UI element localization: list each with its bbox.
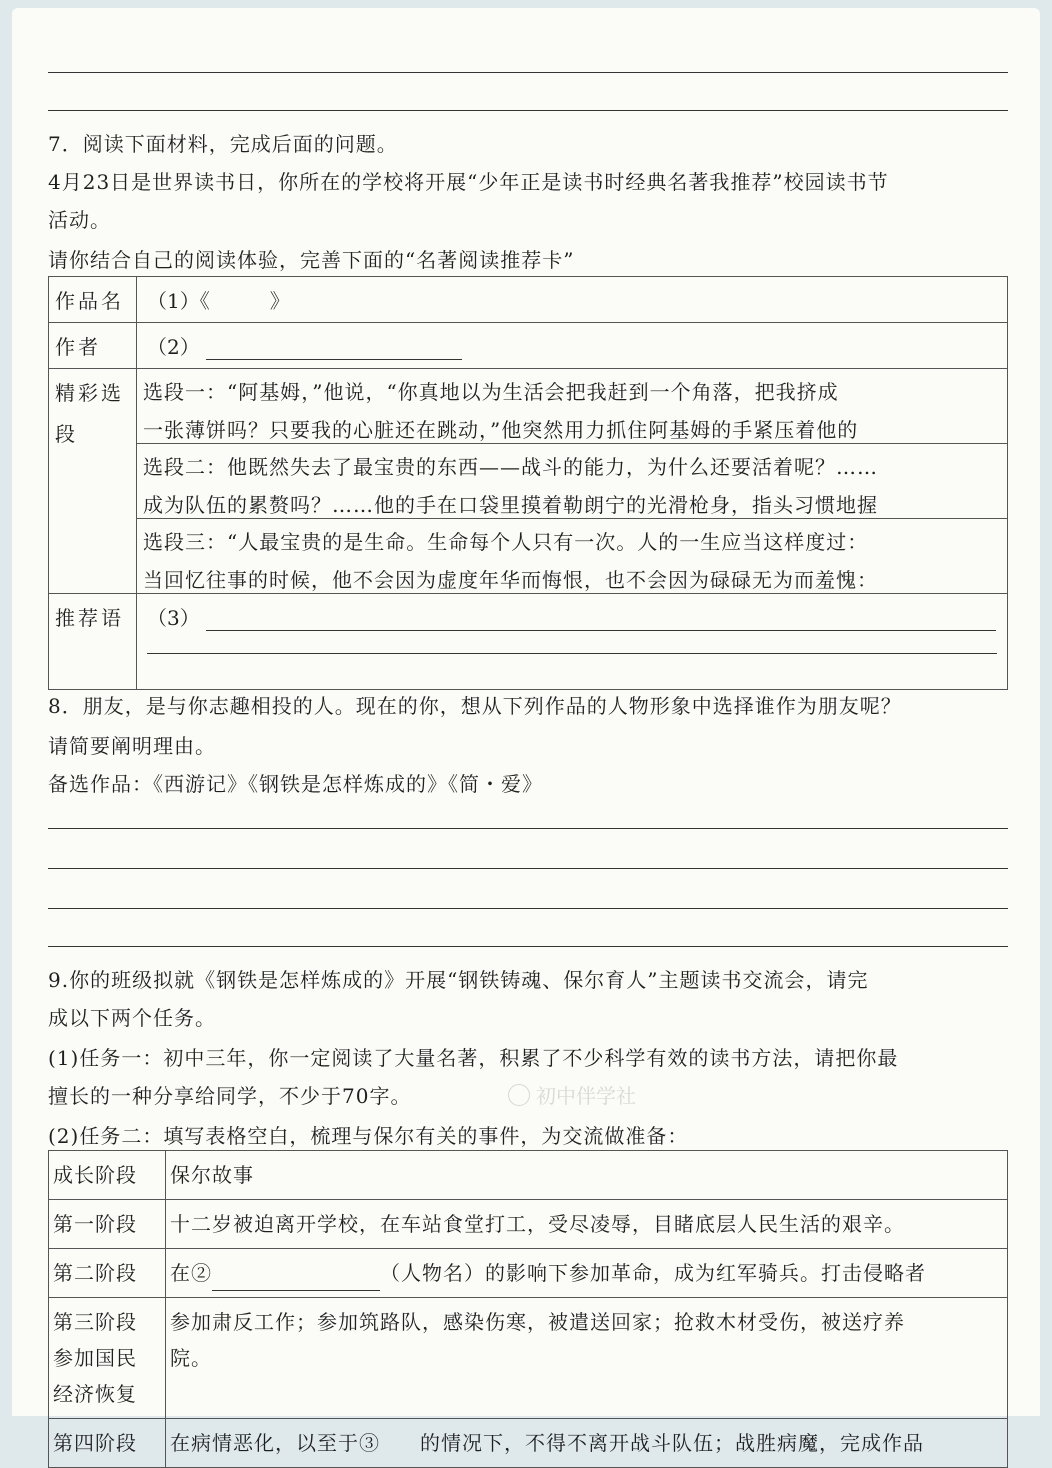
watermark-logo-icon: [508, 1084, 530, 1106]
card-label-author: 作者: [49, 323, 137, 369]
q9-task1-line2: 擅长的一种分享给同学，不少于70字。: [48, 1084, 412, 1108]
stage-3-line1: 第三阶段: [53, 1310, 137, 1334]
excerpt-3-line1: 选段三：“人最宝贵的是生命。生命每个人只有一次。人的一生应当这样度过：: [143, 530, 869, 554]
q7-title: 7．阅读下面材料，完成后面的问题。: [48, 132, 398, 156]
card-recommendation-prefix: （3）: [147, 606, 200, 630]
story-2: [166, 1249, 1008, 1298]
answer-line[interactable]: [48, 908, 1008, 909]
card-excerpts: [137, 369, 1008, 594]
q9-task2: (2)任务二：填写表格空白，梳理与保尔有关的事件，为交流做准备：: [48, 1124, 689, 1148]
q9-task1-line1: (1)任务一：初中三年，你一定阅读了大量名著，积累了不少科学有效的读书方法，请把你最: [48, 1046, 899, 1070]
header-story: 保尔故事: [166, 1151, 1008, 1200]
story-4-prefix: 在病情恶化，以至于③: [170, 1431, 380, 1455]
excerpt-1-line1: 选段一：“阿基姆，”他说，“你真地以为生活会把我赶到一个角落，把我挤成: [143, 380, 839, 404]
recommendation-blank-2[interactable]: [147, 653, 997, 654]
card-label-excerpts-b: 段: [55, 422, 78, 446]
recommendation-card-table: [48, 276, 1008, 690]
stage-3-line3: 经济恢复: [53, 1382, 137, 1406]
blank-2[interactable]: [212, 1268, 380, 1291]
card-label-excerpts-a: 精彩选: [55, 381, 124, 405]
q9-line2: 成以下两个任务。: [48, 1006, 216, 1030]
stage-4: 第四阶段: [49, 1419, 166, 1468]
story-1: 十二岁被迫离开学校，在车站食堂打工，受尽凌辱，目睹底层人民生活的艰辛。: [166, 1200, 1008, 1249]
answer-line[interactable]: [48, 946, 1008, 947]
answer-line: [48, 72, 1008, 73]
recommendation-blank-1[interactable]: [206, 608, 996, 631]
card-label-title: 作品名: [49, 277, 137, 323]
worksheet-page: [12, 8, 1040, 1455]
q7-intro-line1: 4月23日是世界读书日，你所在的学校将开展“少年正是读书时经典名著我推荐”校园读书节: [48, 170, 889, 194]
answer-line[interactable]: [48, 868, 1008, 869]
excerpt-2: [137, 444, 1007, 519]
excerpt-1: [137, 369, 1007, 444]
story-3-line2: 院。: [170, 1346, 212, 1370]
story-4: [166, 1419, 1008, 1468]
card-label-recommendation: 推荐语: [49, 594, 137, 690]
watermark: 初中伴学社: [508, 1080, 636, 1109]
story-3-line1: 参加肃反工作；参加筑路队，感染伤寒，被遣送回家；抢救木材受伤，被送疗养: [170, 1310, 905, 1334]
story-3: [166, 1298, 1008, 1419]
card-value-recommendation: [137, 594, 1008, 690]
paul-story-table: [48, 1150, 1008, 1468]
q8-line2: 请简要阐明理由。: [48, 734, 216, 758]
q8-line1: 8．朋友，是与你志趣相投的人。现在的你，想从下列作品的人物形象中选择谁作为朋友呢？: [48, 694, 902, 718]
stage-3-line2: 参加国民: [53, 1346, 137, 1370]
story-2-prefix: 在②: [170, 1261, 212, 1285]
excerpt-1-line2: 一张薄饼吗？只要我的心脏还在跳动，”他突然用力抓住阿基姆的手紧压着他的: [143, 418, 859, 442]
header-stage: 成长阶段: [49, 1151, 166, 1200]
stage-3: [49, 1298, 166, 1419]
stage-1: 第一阶段: [49, 1200, 166, 1249]
answer-line: [48, 110, 1008, 111]
card-label-excerpts: [49, 369, 137, 594]
blank-3[interactable]: [380, 1439, 420, 1461]
excerpt-3-line2: 当回忆往事的时候，他不会因为虚度年华而悔恨，也不会因为碌碌无为而羞愧：: [143, 568, 878, 592]
card-value-author: [137, 323, 1008, 369]
excerpt-2-line2: 成为队伍的累赘吗？……他的手在口袋里摸着勒朗宁的光滑枪身，指头习惯地握: [143, 493, 878, 517]
q7-instruction: 请你结合自己的阅读体验，完善下面的“名著阅读推荐卡”: [48, 248, 575, 272]
q9-line1: 9.你的班级拟就《钢铁是怎样炼成的》开展“钢铁铸魂、保尔育人”主题读书交流会，请完: [48, 968, 869, 992]
q7-intro-line2: 活动。: [48, 208, 111, 232]
excerpt-2-line1: 选段二：他既然失去了最宝贵的东西——战斗的能力，为什么还要活着呢？……: [143, 455, 878, 479]
stage-2: 第二阶段: [49, 1249, 166, 1298]
q8-options: 备选作品：《西游记》《钢铁是怎样炼成的》《简・爱》: [48, 772, 543, 796]
story-4-suffix: 的情况下，不得不离开战斗队伍；战胜病魔，完成作品: [420, 1431, 924, 1455]
author-blank[interactable]: [206, 337, 462, 360]
story-2-suffix: （人物名）的影响下参加革命，成为红军骑兵。打击侵略者: [380, 1261, 926, 1285]
answer-line[interactable]: [48, 828, 1008, 829]
card-value-title: （1）《 》: [137, 277, 1008, 323]
card-author-prefix: （2）: [147, 335, 200, 359]
excerpt-3: [137, 519, 1007, 593]
